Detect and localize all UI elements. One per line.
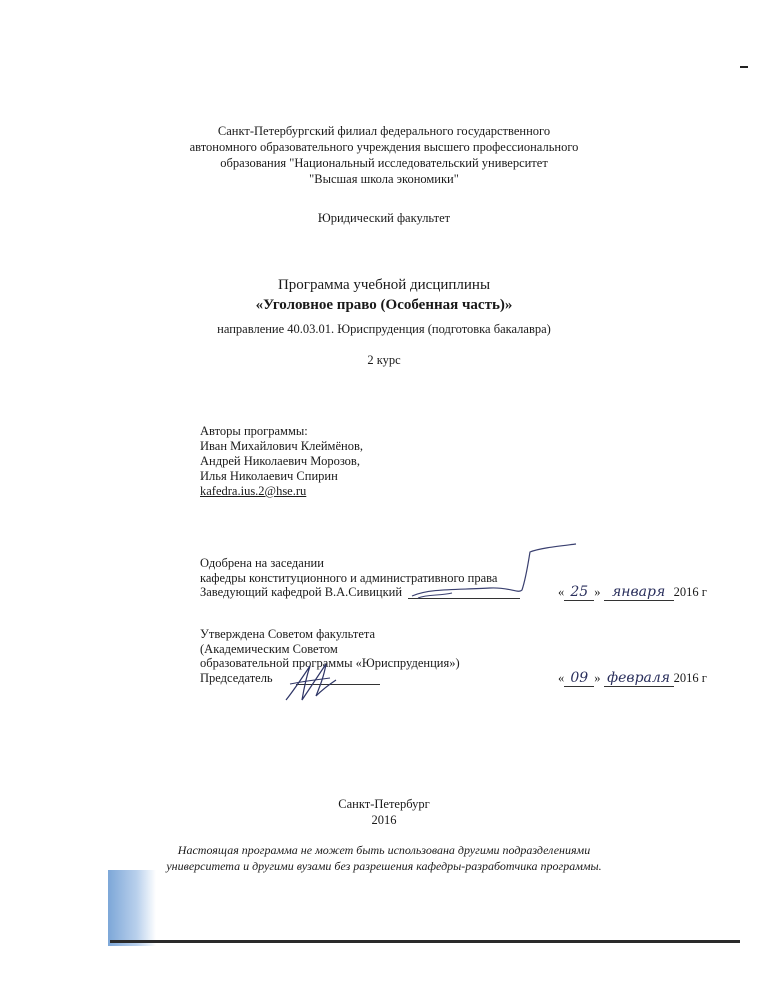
head-signature-icon: [400, 538, 580, 608]
date-quote: »: [594, 585, 601, 599]
program-direction: направление 40.03.01. Юриспруденция (подготовка бакалавра): [217, 322, 551, 336]
institution-line: "Высшая школа экономики": [309, 172, 459, 186]
date-day: 25: [570, 584, 589, 600]
author-name: Андрей Николаевич Морозов,: [200, 454, 360, 468]
approval-line: кафедры конституционного и административного права: [200, 570, 498, 585]
authors-heading: Авторы программы:: [200, 424, 308, 438]
faculty-name: Юридический факультет: [317, 211, 451, 225]
approval-line: Заведующий кафедрой В.А.Сивицкий: [200, 585, 403, 599]
program-title: [0, 275, 768, 315]
scan-bottom-edge: [110, 940, 740, 943]
course: 2 курс: [367, 353, 401, 367]
date-day: 09: [570, 670, 589, 686]
date-month: февраля: [607, 670, 671, 686]
date-quote: «: [558, 585, 565, 599]
notice-line: университета и другими вузами без разрешения кафедры-разработчика программы.: [166, 859, 602, 873]
confirmation-date: [558, 670, 707, 687]
confirmation-line: образовательной программы «Юриспруденция»): [200, 656, 460, 670]
author-name: Илья Николаевич Спирин: [200, 469, 338, 483]
date-quote: »: [594, 671, 601, 685]
footer-year: 2016: [371, 813, 397, 827]
authors-block: [200, 424, 363, 499]
notice-line: Настоящая программа не может быть использована другими подразделениями: [177, 843, 591, 857]
author-name: Иван Михайлович Клеймёнов,: [200, 439, 363, 453]
date-quote: «: [558, 671, 565, 685]
institution-line: образования "Национальный исследовательский университет: [220, 156, 548, 170]
date-month: января: [612, 584, 666, 600]
date-year: 2016 г: [673, 671, 707, 685]
program-label: Программа учебной дисциплины: [277, 277, 491, 293]
chairman-signature-icon: [280, 660, 340, 706]
institution-line: автономного образовательного учреждения высшего профессионального: [189, 140, 579, 154]
scan-mark: [740, 66, 748, 68]
date-year: 2016 г: [673, 585, 707, 599]
confirmation-line: (Академическим Советом: [200, 641, 338, 656]
confirmation-line: Утверждена Советом факультета: [200, 627, 376, 641]
approval-date: [558, 584, 707, 601]
confirmation-line: Председатель: [200, 670, 273, 685]
authors-email-link[interactable]: kafedra.ius.2@hse.ru: [200, 484, 307, 498]
institution-line: Санкт-Петербургский филиал федерального государственного: [217, 124, 551, 138]
footer-city: Санкт-Петербург: [338, 797, 430, 811]
scan-edge-artifact: [108, 870, 156, 946]
approval-line: Одобрена на заседании: [200, 556, 324, 570]
footer-city-year: [0, 796, 768, 828]
institution-header: [0, 123, 768, 187]
program-name: «Уголовное право (Особенная часть)»: [255, 297, 513, 313]
